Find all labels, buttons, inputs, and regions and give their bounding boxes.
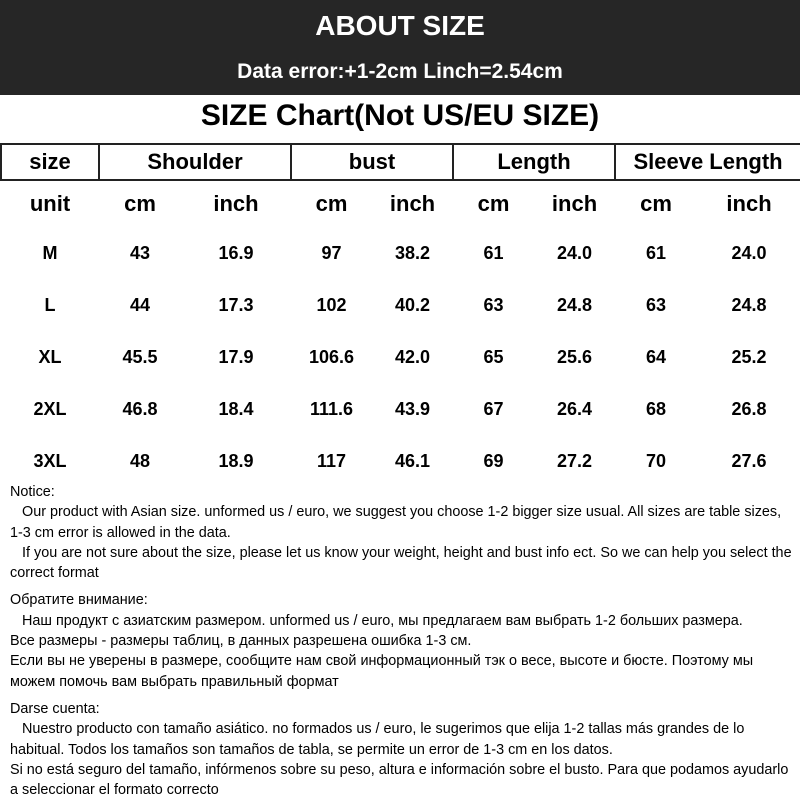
table-cell: 43	[129, 242, 151, 263]
table-cell: 70	[646, 450, 667, 471]
notice-line: Si no está seguro del tamaño, infórmenos sobre su peso, altura e información sobre el busto. Para que podamos ayudarlo a seleccionar el formato correcto	[10, 761, 789, 799]
notice-spanish	[10, 699, 792, 800]
header-length: Length	[453, 144, 615, 180]
notice-line: Если вы не уверены в размере, сообщите нам свой информационный тэк о весе, высоте и бюсте. Поэтому мы можем помочь вам выбрать правильный формат	[10, 653, 754, 690]
table-cell: 25.2	[731, 346, 767, 367]
table-cell: 26.8	[731, 398, 767, 419]
unit-cell: unit	[29, 191, 71, 216]
notice-english	[10, 482, 792, 583]
unit-cell: inch	[213, 191, 259, 216]
table-cell: 27.2	[557, 450, 593, 471]
table-cell: 106.6	[308, 346, 355, 367]
table-cell: 38.2	[394, 242, 431, 263]
table-row	[1, 227, 800, 279]
table-cell: 68	[646, 398, 667, 419]
notice-heading: Darse cuenta:	[10, 700, 100, 717]
table-cell: 44	[129, 294, 151, 315]
unit-row	[1, 180, 800, 227]
table-cell: 67	[483, 398, 504, 419]
table-cell: 40.2	[394, 294, 431, 315]
table-row	[1, 435, 800, 487]
table-cell: 64	[646, 346, 667, 367]
notice-line: Наш продукт с азиатским размером. unformed us / euro, мы предлагаем вам выбрать 1-2 больших размера.	[22, 612, 743, 629]
table-cell: 24.8	[557, 294, 593, 315]
unit-cell: cm	[640, 191, 672, 216]
table-cell: 111.6	[309, 398, 354, 419]
unit-cell: inch	[389, 191, 436, 216]
table-cell: 42.0	[394, 346, 431, 367]
table-cell: 61	[483, 242, 504, 263]
table-cell: 24.8	[731, 294, 767, 315]
unit-cell: inch	[726, 191, 772, 216]
table-cell: 24.0	[731, 242, 767, 263]
table-cell: 63	[483, 294, 504, 315]
table-cell: 48	[129, 450, 151, 471]
header-bust: bust	[291, 144, 453, 180]
notice-line: If you are not sure about the size, please let us know your weight, height and bust info ect. So we can help you select the correct format	[10, 544, 792, 582]
notice-line: Nuestro producto con tamaño asiático. no formados us / euro, le sugerimos que elija 1-2 tallas más grandes de lo habitual. Todos los tamaños son tamaños de tabla, se permite un error de 1-3 cm en los datos.	[10, 721, 745, 758]
table-cell: 16.9	[218, 242, 254, 263]
table-cell: 63	[646, 294, 667, 315]
table-cell: 65	[483, 346, 504, 367]
table-cell: 2XL	[33, 398, 67, 419]
unit-cell: inch	[551, 191, 598, 216]
size-chart-title: SIZE Chart(Not US/EU SIZE)	[200, 99, 600, 132]
table-cell: 43.9	[394, 398, 431, 419]
size-table	[0, 143, 800, 487]
table-cell: 18.9	[218, 450, 254, 471]
unit-cell: cm	[477, 191, 510, 216]
header-shoulder: Shoulder	[99, 144, 291, 180]
table-cell: 26.4	[557, 398, 593, 419]
table-cell: 24.0	[557, 242, 593, 263]
unit-cell: cm	[124, 191, 156, 216]
table-cell: 61	[646, 242, 667, 263]
table-cell: 46.1	[394, 450, 431, 471]
table-cell: 17.3	[218, 294, 254, 315]
table-cell: 69	[483, 450, 504, 471]
table-cell: 18.4	[218, 398, 254, 419]
table-cell: M	[42, 242, 58, 263]
table-cell: L	[44, 294, 56, 315]
notice-line: Все размеры - размеры таблиц, в данных разрешена ошибка 1-3 см.	[10, 633, 472, 650]
notice-russian	[10, 590, 792, 691]
header-size: size	[1, 144, 99, 180]
table-cell: 46.8	[122, 398, 158, 419]
table-cell: 25.6	[557, 346, 593, 367]
table-cell: 102	[316, 294, 347, 315]
notice-line: Our product with Asian size. unformed us / euro, we suggest you choose 1-2 bigger size usual. All sizes are table sizes, 1-3 cm error is allowed in the data.	[10, 504, 782, 541]
header-title: ABOUT SIZE	[315, 10, 485, 41]
table-row	[1, 279, 800, 331]
table-row	[1, 331, 800, 383]
table-header-row	[1, 144, 800, 180]
table-cell: XL	[38, 346, 62, 367]
table-cell: 45.5	[122, 346, 158, 367]
header-sleeve-length: Sleeve Length	[615, 144, 800, 180]
unit-cell: cm	[315, 191, 348, 216]
header-subtitle: Data error:+1-2cm Linch=2.54cm	[237, 60, 563, 83]
notes-section	[10, 482, 792, 807]
header-banner	[0, 0, 800, 95]
table-row	[1, 383, 800, 435]
notice-heading: Notice:	[10, 484, 55, 500]
table-cell: 17.9	[218, 346, 254, 367]
table-cell: 27.6	[731, 450, 767, 471]
table-cell: 97	[321, 242, 342, 263]
notice-heading: Обратите внимание:	[10, 592, 148, 609]
table-cell: 117	[316, 450, 347, 471]
table-cell: 3XL	[33, 450, 67, 471]
